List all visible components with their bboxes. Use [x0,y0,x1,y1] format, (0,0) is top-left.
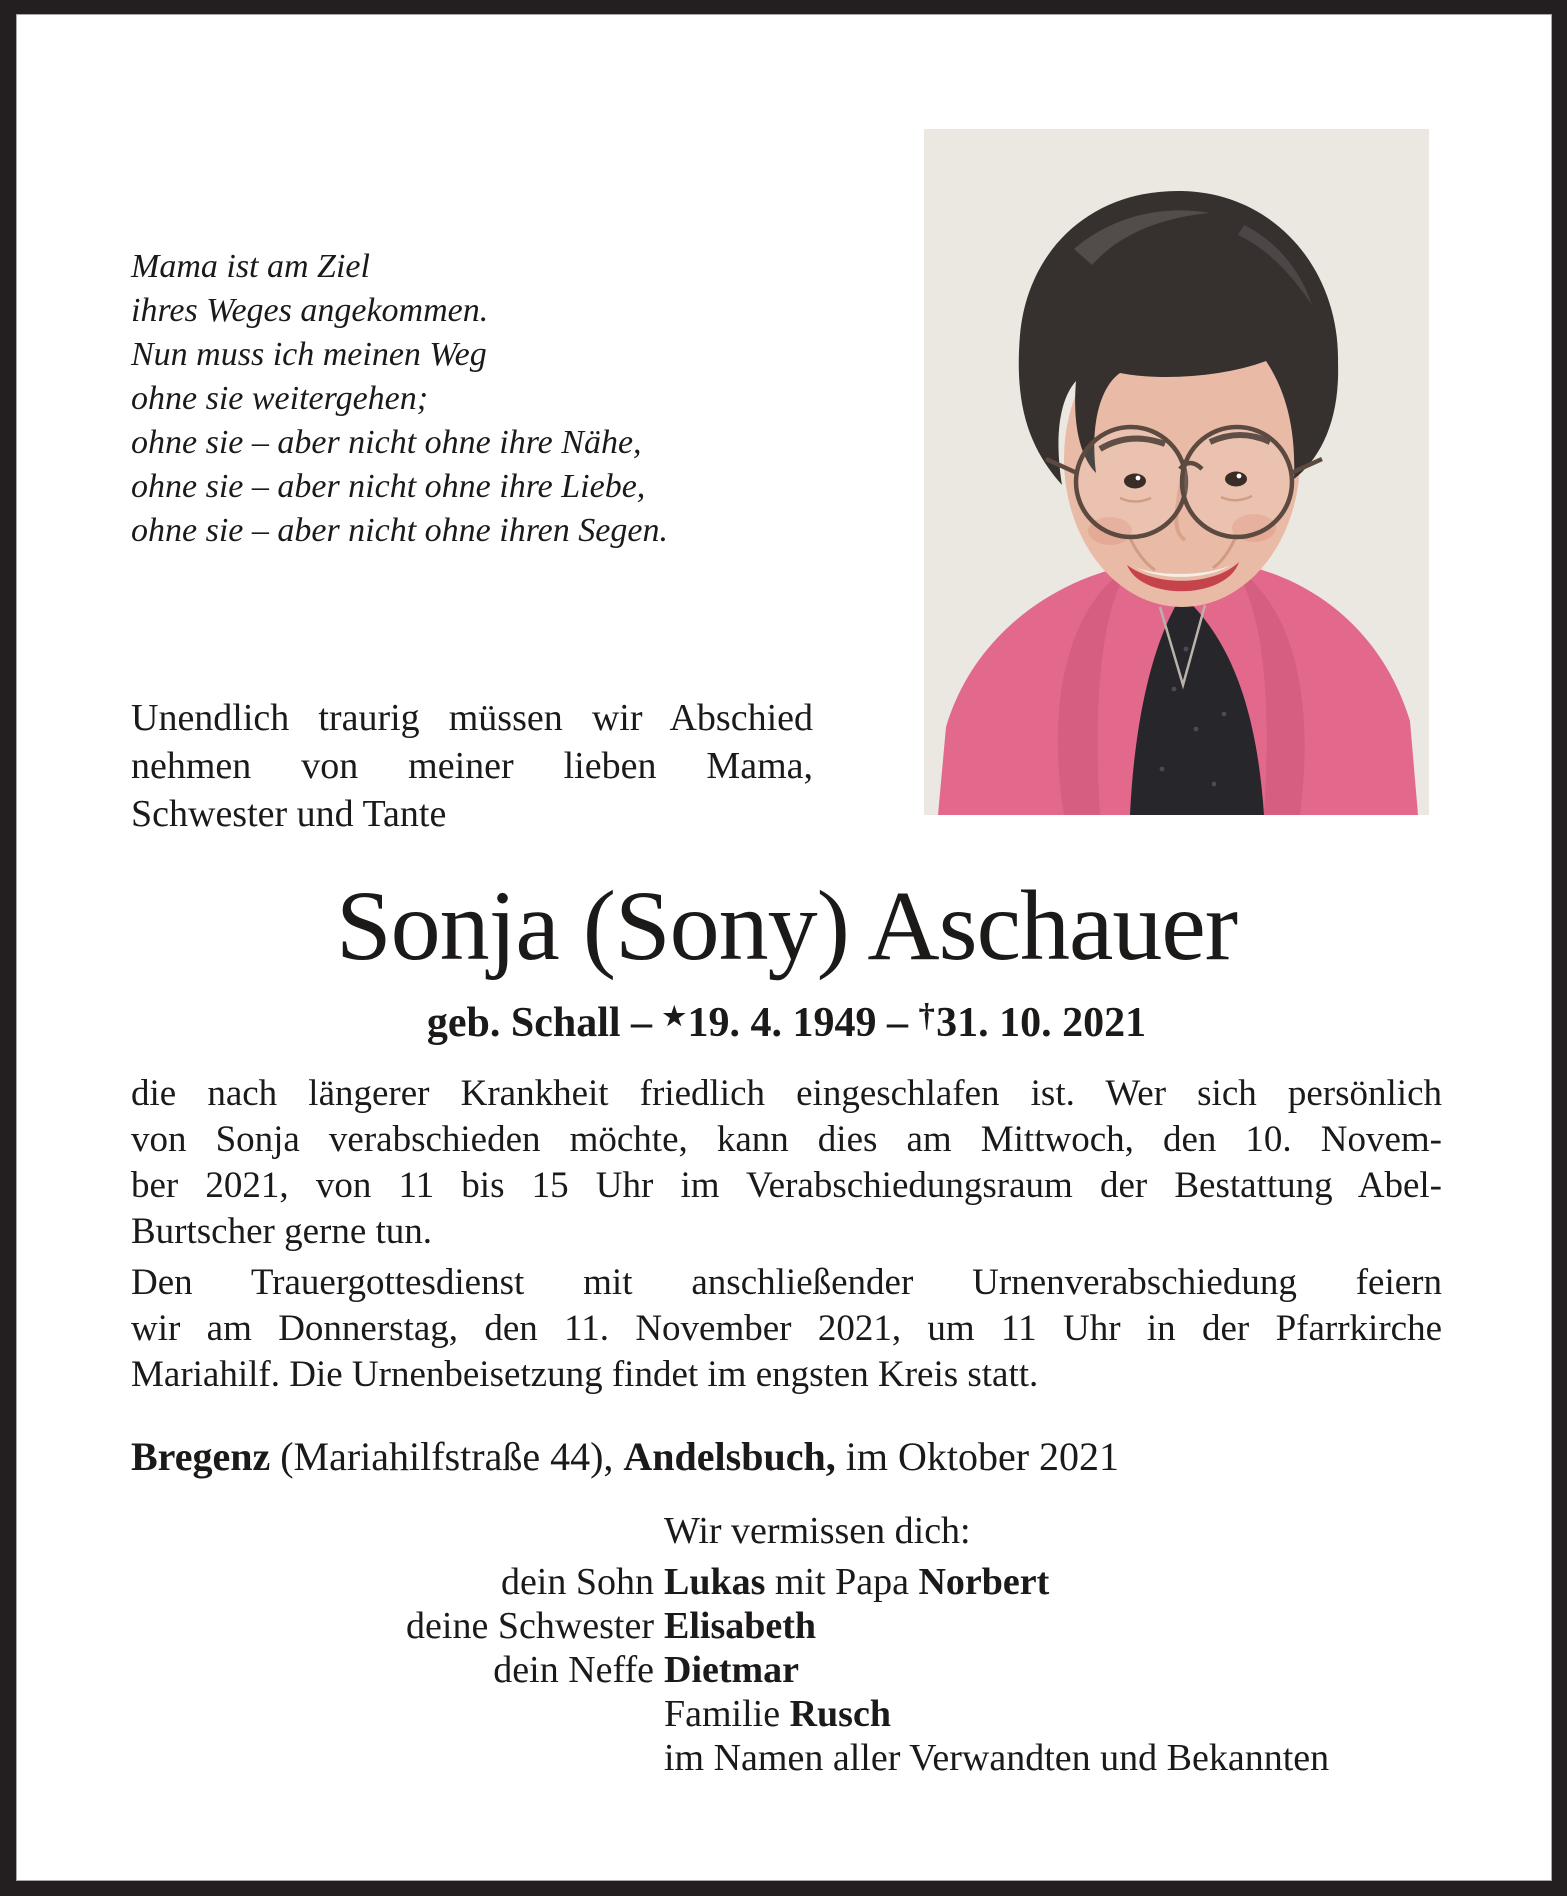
birth-date: 19. 4. 1949 [687,999,877,1046]
mourner-name: Dietmar [664,1649,800,1691]
relation-label [131,1692,654,1736]
mourner-name: Lukas [664,1561,766,1603]
intro-paragraph [131,694,813,838]
family-prefix: Familie [664,1693,790,1735]
paragraph-line: die nach längerer Krankheit friedlich eingeschlafen ist. Wer sich persönlich [131,1073,1442,1114]
portrait-photo [924,129,1429,815]
poem-line: ohne sie weitergehen; [131,380,429,417]
farewell-paragraph [131,1071,1442,1255]
service-paragraph [131,1260,1442,1398]
dates-separator: – [876,999,919,1046]
poem-line: Mama ist am Ziel [131,248,370,285]
deceased-name: Sonja (Sony) Aschauer [335,870,1238,981]
relation-label: deine Schwester [406,1605,654,1647]
mourner-row [131,1692,1491,1736]
mourner-row [131,1560,1491,1604]
dateline-rest: im Oktober 2021 [835,1434,1120,1479]
mourner-name: Elisabeth [664,1605,817,1647]
poem-line: ohne sie – aber nicht ohne ihre Liebe, [131,468,646,505]
mourner-row [131,1604,1491,1648]
intro-line: Schwester und Tante [131,793,447,835]
address: (Mariahilfstraße 44), [270,1434,624,1479]
mourner-name: Rusch [789,1693,891,1735]
poem-line: Nun muss ich meinen Weg [131,336,487,373]
intro-line: Unendlich traurig müssen wir Abschied [131,697,813,739]
relation-label [131,1736,654,1780]
poem-line: ihres Weges angekommen. [131,292,489,329]
mourner-row [131,1648,1491,1692]
paragraph-line: Den Trauergottesdienst mit anschließender Urnenverabschiedung feiern [131,1262,1442,1303]
mourner-mid-text: mit Papa [765,1561,919,1603]
obituary-page [16,14,1552,1881]
paragraph-line: Mariahilf. Die Urnenbeisetzung findet im engsten Kreis statt. [131,1354,1039,1395]
paragraph-line: ber 2021, von 11 bis 15 Uhr im Verabschiedungsraum der Bestattung Abel- [131,1165,1442,1206]
dateline [131,1433,1442,1481]
mourner-name: Norbert [918,1561,1050,1603]
relation-label: dein Neffe [493,1649,654,1691]
city-andelsbuch: Andelsbuch, [623,1434,836,1479]
maiden-name: geb. Schall – [426,999,663,1046]
signoff-heading: Wir vermissen dich: [664,1510,971,1552]
poem-line: ohne sie – aber nicht ohne ihren Segen. [131,512,668,549]
intro-line: nehmen von meiner lieben Mama, [131,745,813,787]
relation-label: dein Sohn [500,1561,654,1603]
city-bregenz: Bregenz [131,1434,271,1479]
mourner-row [131,1736,1491,1780]
life-dates [131,997,1442,1048]
death-dagger-icon: † [918,998,935,1034]
poem [131,245,668,553]
mourners-list [131,1560,1491,1780]
paragraph-line: Burtscher gerne tun. [131,1211,433,1252]
birth-star-icon: ★ [662,1001,686,1031]
death-date: 31. 10. 2021 [936,999,1147,1046]
paragraph-line: wir am Donnerstag, den 11. November 2021, um 11 Uhr in der Pfarrkirche [131,1308,1442,1349]
paragraph-line: von Sonja verabschieden möchte, kann dies am Mittwoch, den 10. Novem- [131,1119,1442,1160]
portrait-illustration [924,129,1429,815]
closing-line: im Namen aller Verwandten und Bekannten [664,1737,1330,1779]
poem-line: ohne sie – aber nicht ohne ihre Nähe, [131,424,642,461]
